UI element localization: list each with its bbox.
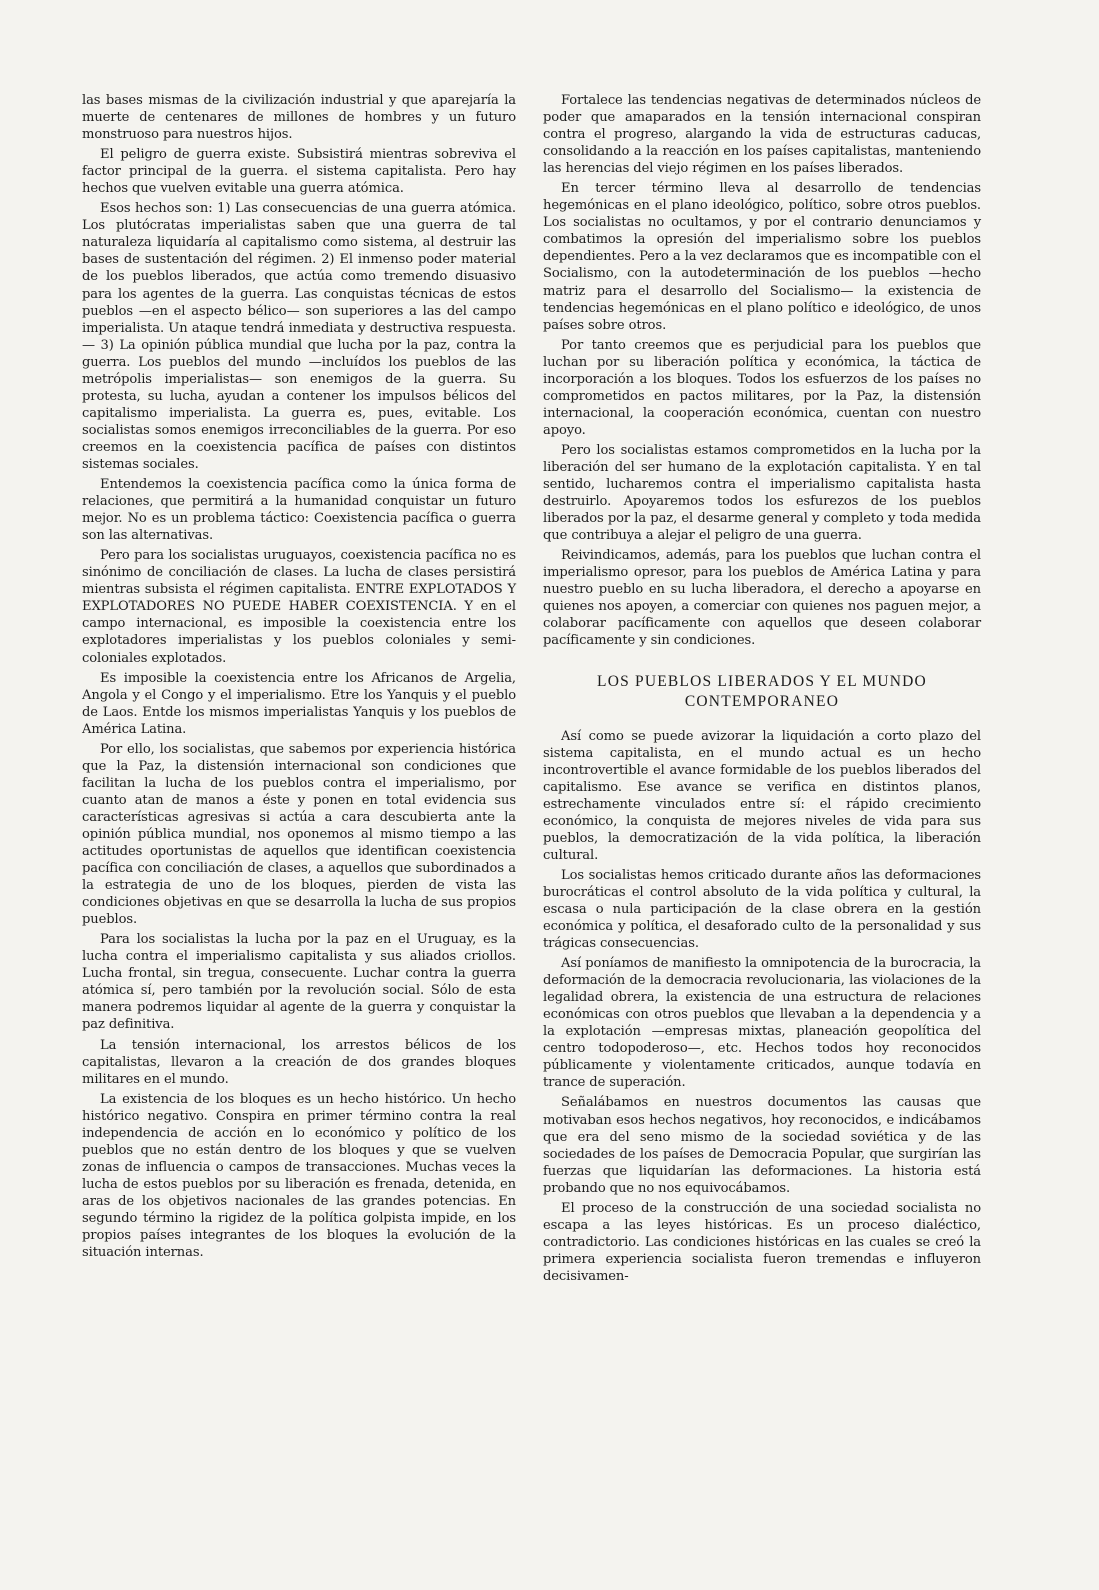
paragraph: Por tanto creemos que es perjudicial para los pueblos que luchan por su liberación política y económica, la táctica de incorporación a los bloques. Todos los esfuerzos de los países no comprometidos en pactos militares, por la Paz, la distensión internacional, la cooperación económica, cuentan con nuestro apoyo.: [543, 337, 981, 438]
paragraph: Entendemos la coexistencia pacífica como la única forma de relaciones, que permitirá a la humanidad conquistar un futuro mejor. No es un problema táctico: Coexistencia pacífica o guerra son las alternativas.: [82, 477, 516, 544]
right-column: [543, 92, 981, 1288]
section-heading: [543, 672, 981, 712]
left-column: [82, 92, 516, 1264]
paragraph: La tensión internacional, los arrestos bélicos de los capitalistas, llevaron a la creación de dos grandes bloques militares en el mundo.: [82, 1037, 516, 1087]
paragraph: Reivindicamos, además, para los pueblos que luchan contra el imperialismo opresor, para los pueblos de América Latina y para nuestro pueblo en su lucha liberadora, el derecho a apoyarse en quienes nos apoyen, a comerciar con quienes nos paguen mejor, a colaborar pacíficamente con aquellos que deseen colaborar pacíficamente y sin condiciones.: [543, 548, 981, 649]
paragraph: Señalábamos en nuestros documentos las causas que motivaban esos hechos negativos, hoy reconocidos, e indicábamos que era del seno mismo de la sociedad soviética y de las sociedades de los países de Democracia Popular, que surgirían las fuerzas que liquidarían las deformaciones. La historia está probando que no nos equivocábamos.: [543, 1095, 981, 1196]
paragraph: Los socialistas hemos criticado durante años las deformaciones burocráticas el control absoluto de la vida política y cultural, la escasa o nula participación de la clase obrera en la gestión económica y política, el desaforado culto de la personalidad y sus trágicas consecuencias.: [543, 867, 981, 952]
paragraph: Esos hechos son: 1) Las consecuencias de una guerra atómica. Los plutócratas imperialistas saben que una guerra de tal naturaleza liquidaría al capitalismo como sistema, al destruir las bases de sustentación del régimen. 2) El inmenso poder material de los pueblos liberados, que actúa como tremendo disuasivo para los agentes de la guerra. Las conquistas técnicas de estos pueblos —en el aspecto bélico— son superiores a las del campo imperialista. Un ataque tendrá inmediata y destructiva respuesta. — 3) La opinión pública mundial que lucha por la paz, contra la guerra. Los pueblos del mundo —incluídos los pueblos de las metrópolis imperialistas— son enemigos de la guerra. Su protesta, su lucha, ayudan a contener los impulsos bélicos del capitalismo imperialista. La guerra es, pues, evitable. Los socialistas somos enemigos irreconciliables de la guerra. Por eso creemos en la coexistencia pacífica de países con distintos sistemas sociales.: [82, 201, 516, 472]
paragraph: El peligro de guerra existe. Subsistirá mientras sobreviva el factor principal de la guerra. el sistema capitalista. Pero hay hechos que vuelven evitable una guerra atómica.: [82, 147, 516, 197]
paragraph: Por ello, los socialistas, que sabemos por experiencia histórica que la Paz, la distensión internacional son condiciones que facilitan la lucha de los pueblos contra el imperialismo, por cuanto atan de manos a éste y ponen en total evidencia sus características agresivas si actúa a cara descubierta ante la opinión pública mundial, nos oponemos al mismo tiempo a las actitudes oportunistas de aquellos que identifican coexistencia pacífica con conciliación de clases, a aquellos que subordinados a la estrategia de uno de los bloques, pierden de vista las condiciones objetivas en que se desarrolla la lucha de sus propios pueblos.: [82, 741, 516, 928]
paragraph: Así poníamos de manifiesto la omnipotencia de la burocracia, la deformación de la democracia revolucionaria, las violaciones de la legalidad obrera, la existencia de una estructura de relaciones económicas con otros pueblos que llevaban a la dependencia y a la explotación —empresas mixtas, planeación geopolítica del centro todopoderoso—, etc. Hechos todos hoy reconocidos públicamente y violentamente criticados, aunque todavía en trance de superación.: [543, 956, 981, 1091]
paragraph: Pero los socialistas estamos comprometidos en la lucha por la liberación del ser humano de la explotación capitalista. Y en tal sentido, lucharemos contra el imperialismo capitalista hasta destruirlo. Apoyaremos todos los esfurezos de los pueblos liberados por la paz, el desarme general y completo y toda medida que contribuya a alejar el peligro de una guerra.: [543, 442, 981, 544]
paragraph: En tercer término lleva al desarrollo de tendencias hegemónicas en el plano ideológico, político, sobre otros pueblos. Los socialistas no ocultamos, y por el contrario denunciamos y combatimos la opresión del imperialismo sobre los pueblos dependientes. Pero a la vez declaramos que es incompatible con el Socialismo, con la autodeterminación de los pueblos —hecho matriz para el desarrollo del Socialismo— la existencia de tendencias hegemónicas en el plano político e ideológico, de unos países sobre otros.: [543, 181, 981, 333]
paragraph: las bases mismas de la civilización industrial y que aparejaría la muerte de centenares de millones de hombres y un futuro monstruoso para nuestros hijos.: [82, 93, 516, 143]
section-heading-line: CONTEMPORANEO: [684, 692, 840, 710]
paragraph: La existencia de los bloques es un hecho histórico. Un hecho histórico negativo. Conspira en primer término contra la real independencia de acción en lo económico y político de los pueblos que no están dentro de los bloques y que se vuelven zonas de influencia o campos de transacciones. Muchas veces la lucha de estos pueblos por su liberación es frenada, detenida, en aras de los objetivos nacionales de las grandes potencias. En segundo término la rigidez de la política golpista impide, en los propios países integrantes de los bloques la evolución de la situación internas.: [82, 1091, 516, 1261]
paragraph: El proceso de la construcción de una sociedad socialista no escapa a las leyes históricas. Es un proceso dialéctico, contradictorio. Las condiciones históricas en las cuales se creó la primera experiencia socialista fueron tremendas e influyeron decisivamen-: [543, 1200, 981, 1284]
paragraph: Pero para los socialistas uruguayos, coexistencia pacífica no es sinónimo de conciliación de clases. La lucha de clases persistirá mientras subsista el régimen capitalista. ENTRE EXPLOTADOS Y EXPLOTADORES NO PUEDE HABER COEXISTENCIA. Y en el campo internacional, es imposible la coexistencia entre los explotadores imperialistas y los pueblos coloniales y semi-coloniales explotados.: [82, 548, 516, 666]
paragraph: Para los socialistas la lucha por la paz en el Uruguay, es la lucha contra el imperialismo capitalista y sus aliados criollos. Lucha frontal, sin tregua, consecuente. Luchar contra la guerra atómica sí, pero también por la revolución social. Sólo de esta manera podremos liquidar al agente de la guerra y conquistar la paz definitiva.: [82, 932, 516, 1033]
paragraph: Es imposible la coexistencia entre los Africanos de Argelia, Angola y el Congo y el imperialismo. Etre los Yanquis y el pueblo de Laos. Entde los mismos imperialistas Yanquis y los pueblos de América Latina.: [82, 670, 516, 737]
paragraph: Así como se puede avizorar la liquidación a corto plazo del sistema capitalista, en el mundo actual es un hecho incontrovertible el avance formidable de los pueblos liberados del capitalismo. Ese avance se verifica en distintos planos, estrechamente vinculados entre sí: el rápido crecimiento económico, la conquista de mejores niveles de vida para sus pueblos, la democratización de la vida política, la liberación cultural.: [543, 728, 981, 863]
section-heading-line: LOS PUEBLOS LIBERADOS Y EL MUNDO: [597, 672, 927, 690]
paragraph: Fortalece las tendencias negativas de determinados núcleos de poder que amaparados en la tensión internacional conspiran contra el progreso, alargando la vida de estructuras caducas, consolidando a la reacción en los países capitalistas, manteniendo las herencias del viejo régimen en los países liberados.: [543, 93, 981, 177]
